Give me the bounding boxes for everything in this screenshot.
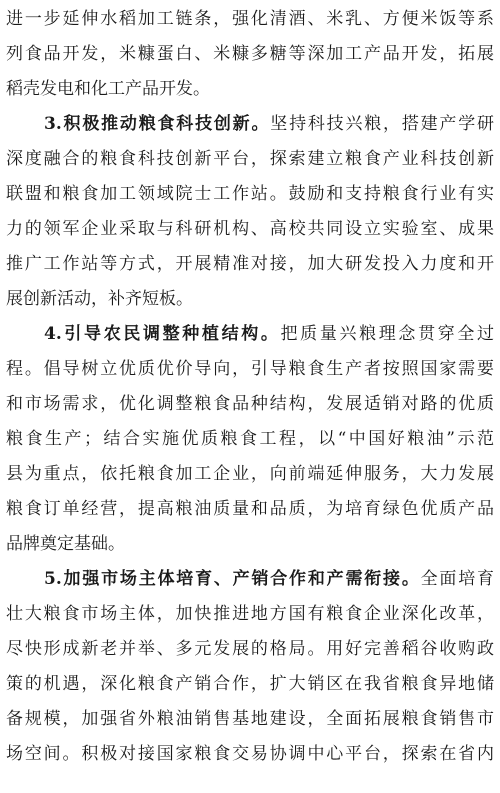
paragraph-line: 推广工作站等方式，开展精准对接，加大研发投入力度和开 (6, 254, 494, 274)
paragraph-line: 列食品开发，米糠蛋白、米糠多糖等深加工产品开发，拓展 (6, 44, 494, 64)
paragraph-line: 联盟和粮食加工领域院士工作站。鼓励和支持粮食行业有实 (6, 184, 494, 204)
paragraph-line: 尽快形成新老并举、多元发展的格局。用好完善稻谷收购政 (6, 639, 494, 659)
paragraph-line: 和市场需求，优化调整粮食品种结构，发展适销对路的优质 (6, 394, 494, 414)
section-first-line (6, 317, 494, 352)
paragraph-line: 品牌奠定基础。 (6, 534, 125, 554)
document-text (6, 2, 494, 772)
section-first-line (6, 107, 494, 142)
section-text: 全面培育 (420, 569, 495, 589)
paragraph-line: 策的机遇，深化粮食产销合作，扩大销区在我省粮食异地储 (6, 674, 494, 694)
paragraph-line: 展创新活动，补齐短板。 (6, 289, 193, 309)
paragraph-line: 深度融合的粮食科技创新平台，探索建立粮食产业科技创新 (6, 149, 494, 169)
paragraph-line: 粮食生产；结合实施优质粮食工程，以“中国好粮油”示范 (6, 429, 494, 449)
paragraph-line: 力的领军企业采取与科研机构、高校共同设立实验室、成果 (6, 219, 494, 239)
section-heading: 3.积极推动粮食科技创新。 (44, 114, 271, 134)
section-text: 把质量兴粮理念贯穿全过 (280, 324, 495, 344)
section-first-line (6, 562, 494, 597)
paragraph-line: 稻壳发电和化工产品开发。 (6, 79, 210, 99)
section-heading: 5.加强市场主体培育、产销合作和产需衔接。 (44, 569, 421, 589)
section-text: 坚持科技兴粮，搭建产学研 (270, 114, 495, 134)
paragraph-line: 备规模，加强省外粮油销售基地建设，全面拓展粮食销售市 (6, 709, 494, 729)
section-heading: 4.引导农民调整种植结构。 (44, 324, 281, 344)
paragraph-line: 壮大粮食市场主体，加快推进地方国有粮食企业深化改革， (6, 604, 494, 624)
paragraph-line: 县为重点，依托粮食加工企业，向前端延伸服务，大力发展 (6, 464, 494, 484)
paragraph-line: 粮食订单经营，提高粮油质量和品质，为培育绿色优质产品 (6, 499, 494, 519)
paragraph-line: 进一步延伸水稻加工链条，强化清酒、米乳、方便米饭等系 (6, 9, 494, 29)
paragraph-line: 程。倡导树立优质优价导向，引导粮食生产者按照国家需要 (6, 359, 494, 379)
paragraph-line: 场空间。积极对接国家粮食交易协调中心平台，探索在省内 (6, 744, 494, 764)
